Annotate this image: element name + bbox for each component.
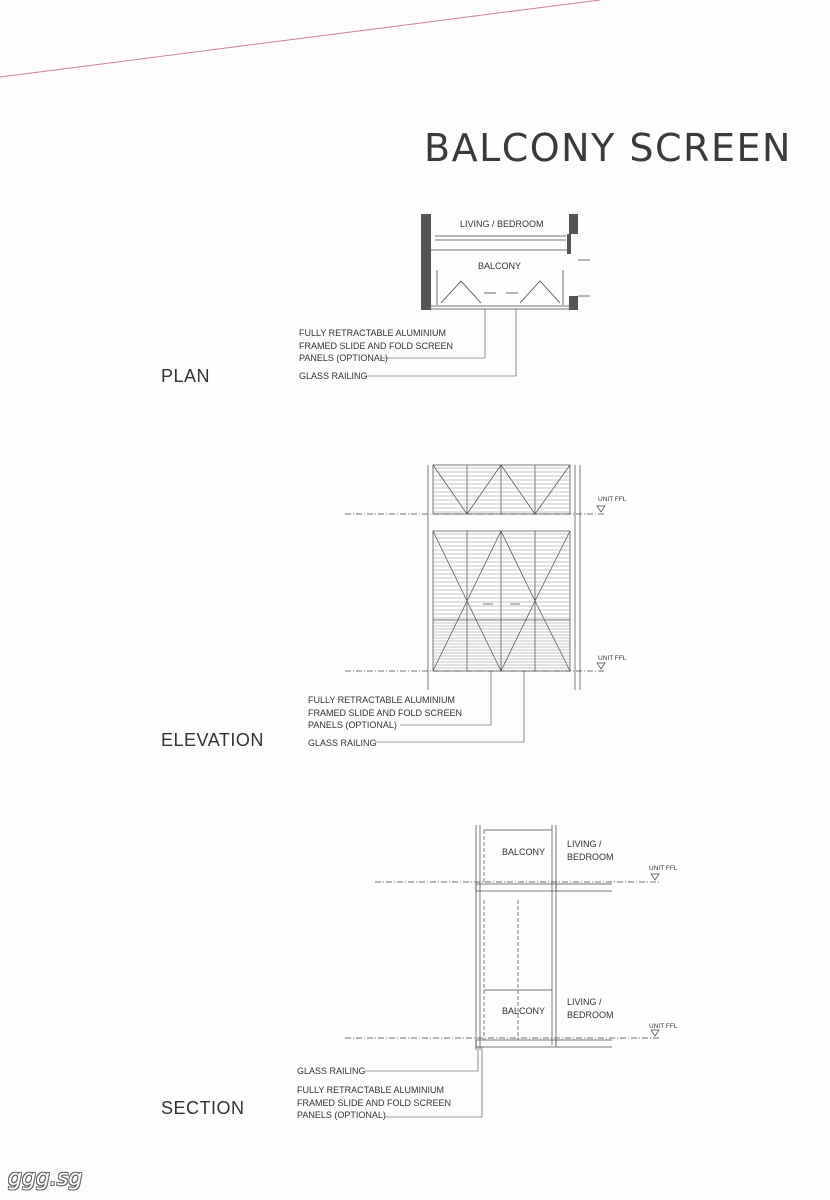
elevation-note-railing: GLASS RAILING	[308, 738, 377, 748]
section-lower-living-line: LIVING /	[567, 997, 602, 1007]
elevation-note-screen-line: PANELS (OPTIONAL)	[308, 720, 397, 730]
accent-line	[0, 0, 600, 77]
elevation-ffl-top: UNIT FFL	[598, 496, 627, 503]
section-note-railing: GLASS RAILING	[297, 1066, 366, 1076]
section-note-screen-line: FRAMED SLIDE AND FOLD SCREEN	[297, 1097, 452, 1108]
section-ffl-upper: UNIT FFL	[649, 865, 678, 872]
section-note-screen-line: PANELS (OPTIONAL)	[297, 1110, 386, 1120]
plan-wall-right-bottom	[569, 296, 578, 310]
plan-note-screen-line: FRAMED SLIDE AND FOLD SCREEN	[299, 340, 454, 351]
section-note-screen	[297, 1084, 451, 1122]
plan-note-screen-line: PANELS (OPTIONAL)	[299, 353, 388, 363]
plan-room-living: LIVING / BEDROOM	[460, 219, 544, 229]
section-lower-living-line: BEDROOM	[567, 1010, 614, 1020]
watermark-logo: ggg.sg	[8, 1166, 83, 1191]
elevation-upper-screen	[433, 465, 570, 514]
plan-note-screen-line: FULLY RETRACTABLE ALUMINIUM	[299, 328, 447, 338]
section-upper-living	[567, 838, 614, 864]
plan-note-railing: GLASS RAILING	[299, 371, 368, 381]
plan-note-screen	[299, 327, 453, 365]
section-upper-living-line: LIVING /	[567, 839, 602, 849]
elevation-hatching	[433, 468, 570, 668]
plan-wall-right-top	[569, 214, 578, 234]
plan-label: PLAN	[161, 366, 211, 386]
section-note-screen-line: FULLY RETRACTABLE ALUMINIUM	[297, 1085, 445, 1095]
plan-wall-right-mid	[567, 234, 571, 254]
elevation-label: ELEVATION	[161, 730, 264, 750]
section-upper-balcony: BALCONY	[502, 847, 546, 857]
plan-room-balcony: BALCONY	[478, 261, 522, 271]
plan-wall-left	[421, 214, 431, 310]
page-title: BALCONY SCREEN	[424, 126, 792, 170]
elevation-note-screen-line: FRAMED SLIDE AND FOLD SCREEN	[308, 707, 463, 718]
section-drawing	[345, 825, 660, 1117]
elevation-note-screen	[308, 694, 462, 732]
elevation-ffl-bottom: UNIT FFL	[598, 655, 627, 662]
section-lower-living	[567, 996, 614, 1022]
section-label: SECTION	[161, 1098, 245, 1118]
section-ffl-lower: UNIT FFL	[649, 1023, 678, 1030]
section-upper-living-line: BEDROOM	[567, 852, 614, 862]
section-lower-balcony: BALCONY	[502, 1006, 546, 1016]
elevation-note-screen-line: FULLY RETRACTABLE ALUMINIUM	[308, 695, 456, 705]
